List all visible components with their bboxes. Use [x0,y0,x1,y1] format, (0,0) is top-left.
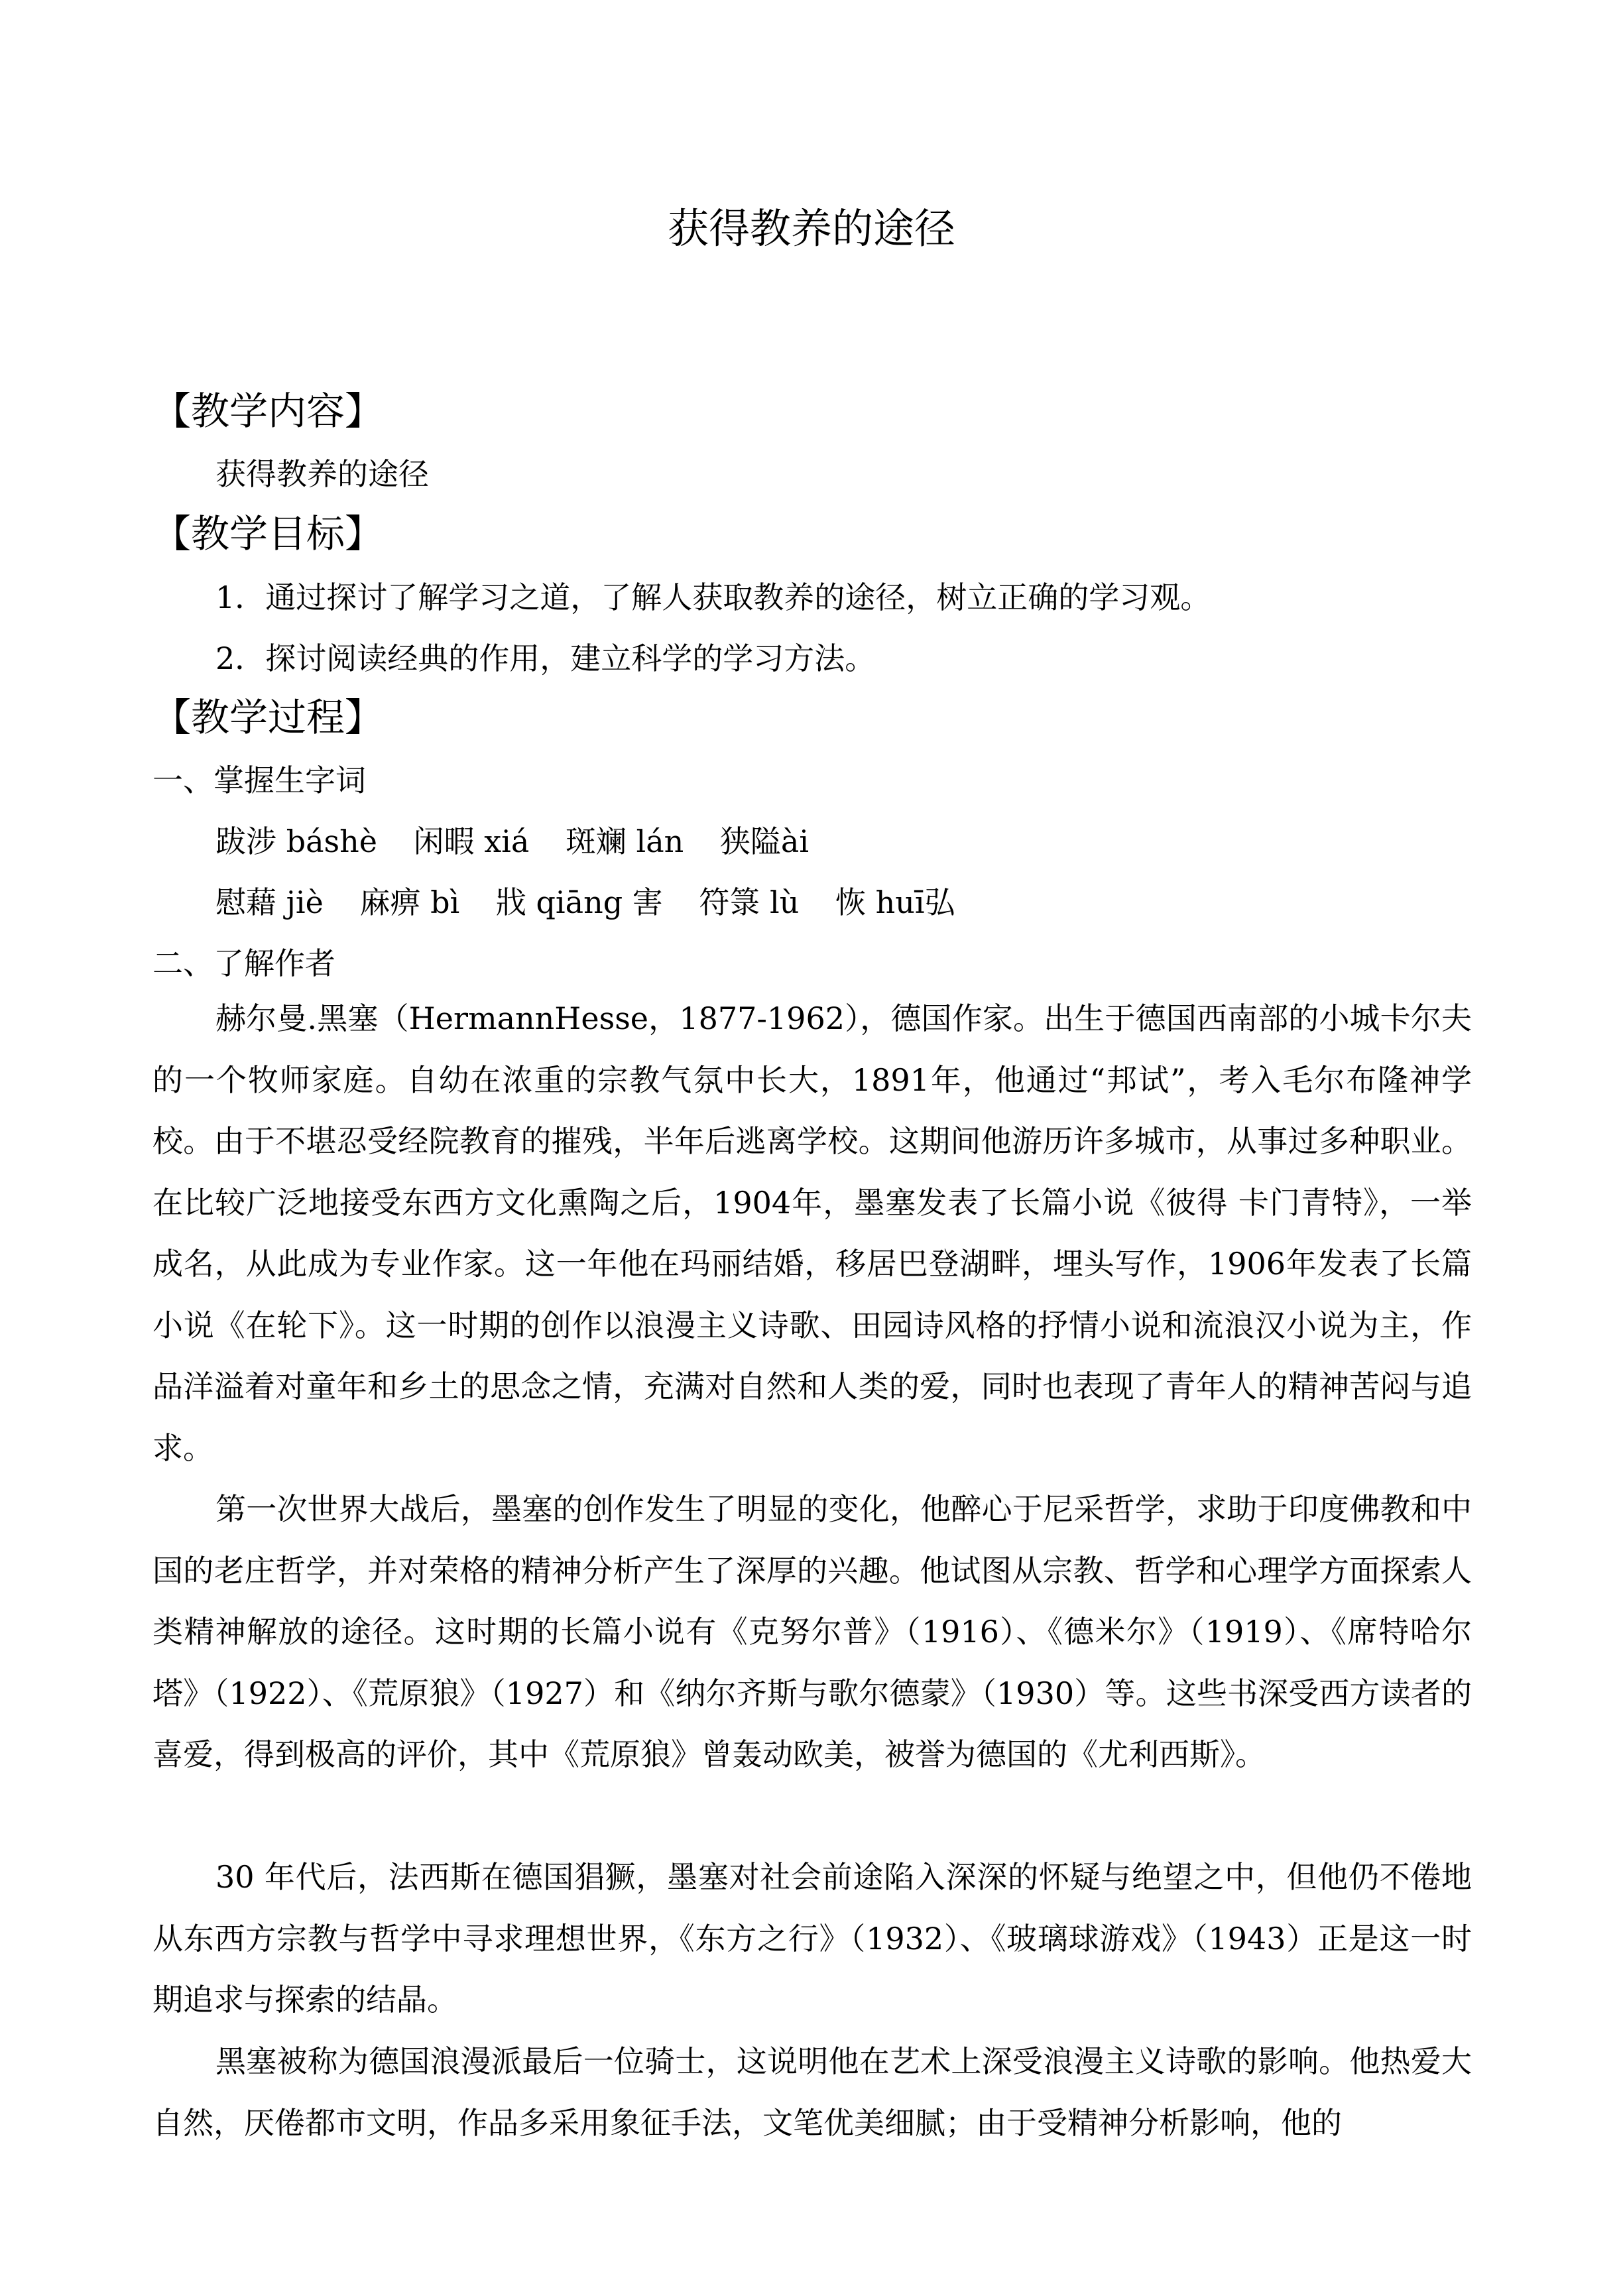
section-heading-process: 【教学过程】 [152,695,384,740]
vocab-word: 慰藉 jiè [215,884,324,920]
section-heading-content: 【教学内容】 [152,389,384,434]
goal-item-2: 2．探讨阅读经典的作用，建立科学的学习方法。 [215,640,876,676]
author-paragraph-4: 黑塞被称为德国浪漫派最后一位骑士，这说明他在艺术上深受浪漫主义诗歌的影响。他热爱大自然，厌倦都市文明，作品多采用象征手法，文笔优美细腻；由于受精神分析影响，他的 [152,2043,1472,2141]
section-heading-goals: 【教学目标】 [152,511,384,556]
vocab-word: 闲暇 xiá [413,823,530,859]
vocab-word: 符箓 lù [699,884,800,920]
vocabulary-row-2 [215,879,982,926]
document-title: 获得教养的途径 [667,204,955,253]
vocabulary-row-1 [215,818,835,865]
vocab-word: 麻痹 bì [359,884,460,920]
goal-item-1: 1．通过探讨了解学习之道，了解人获取教养的途径，树立正确的学习观。 [215,579,1211,615]
vocab-word: 斑斓 lán [565,823,684,859]
author-paragraph-3: 30 年代后，法西斯在德国猖獗，墨塞对社会前途陷入深深的怀疑与绝望之中，但他仍不倦地从东西方宗教与哲学中寻求理想世界，《东方之行》（1932）、《玻璃球游戏》（1943）正是这一时期追求与探索的结晶。 [152,1859,1472,2018]
vocab-word: 恢 huī弘 [835,884,955,920]
vocab-word: 狭隘ài [719,823,810,859]
vocab-word: 戕 qiāng 害 [495,884,663,920]
subheading-vocabulary: 一、掌握生字词 [152,762,366,798]
author-paragraph-2: 第一次世界大战后，墨塞的创作发生了明显的变化，他醉心于尼采哲学，求助于印度佛教和中国的老庄哲学，并对荣格的精神分析产生了深厚的兴趣。他试图从宗教、哲学和心理学方面探索人类精神解放的途径。这时期的长篇小说有《克努尔普》（1916）、《德米尔》（1919）、《席特哈尔塔》（1922）、《荒原狼》（1927）和《纳尔齐斯与歌尔德蒙》（1930）等。这些书深受西方读者的喜爱，得到极高的评价，其中《荒原狼》曾轰动欧美，被誉为德国的《尤利西斯》。 [152,1491,1472,1772]
subheading-author: 二、了解作者 [152,945,335,981]
author-paragraph-1: 赫尔曼.黑塞（HermannHesse，1877-1962），德国作家。出生于德国西南部的小城卡尔夫的一个牧师家庭。自幼在浓重的宗教气氛中长大，1891年，他通过“邦试”，考入毛尔布隆神学校。由于不堪忍受经院教育的摧残，半年后逃离学校。这期间他游历许多城市，从事过多种职业。在比较广泛地接受东西方文化熏陶之后，1904年，墨塞发表了长篇小说《彼得 卡门青特》，一举成名，从此成为专业作家。这一年他在玛丽结婚，移居巴登湖畔，埋头写作，1906年发表了长篇小说《在轮下》。这一时期的创作以浪漫主义诗歌、田园诗风格的抒情小说和流浪汉小说为主，作品洋溢着对童年和乡土的思念之情，充满对自然和人类的爱，同时也表现了青年人的精神苦闷与追求。 [152,1000,1472,1466]
content-text: 获得教养的途径 [215,456,429,492]
vocab-word: 跋涉 báshè [215,823,377,859]
